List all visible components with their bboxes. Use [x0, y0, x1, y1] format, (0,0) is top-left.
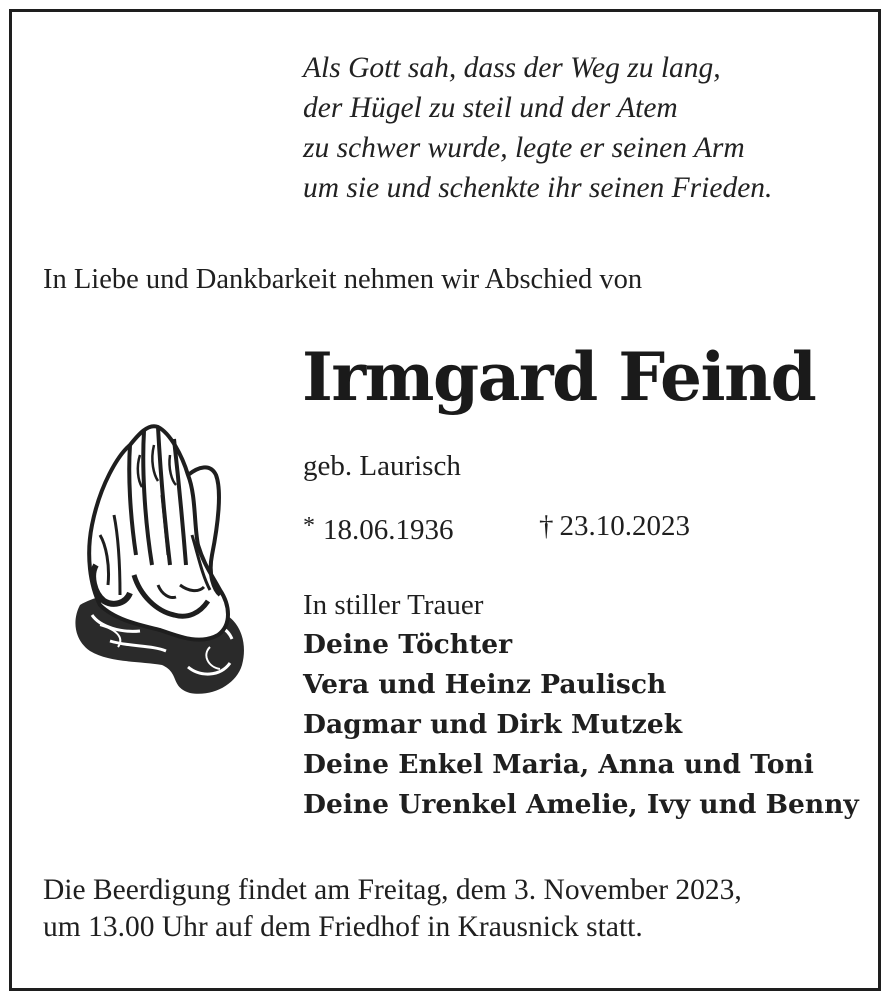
maiden-name: geb. Laurisch: [303, 450, 461, 482]
poem-line: Als Gott sah, dass der Weg zu lang,: [303, 52, 721, 84]
mourner-line: Deine Töchter: [303, 629, 513, 660]
funeral-notice: [43, 872, 742, 946]
mourners-heading: In stiller Trauer: [303, 589, 484, 621]
birth-date: 18.06.1936: [323, 514, 454, 546]
poem: [303, 48, 863, 208]
funeral-line: Die Beerdigung findet am Freitag, dem 3. November 2023,: [43, 874, 742, 906]
mourner-line: Deine Urenkel Amelie, Ivy und Benny: [303, 789, 859, 820]
praying-hands-icon: [70, 415, 246, 697]
deceased-name: Irmgard Feind: [302, 338, 816, 416]
poem-line: um sie und schenkte ihr seinen Frieden.: [303, 172, 773, 204]
death-symbol: †: [539, 510, 554, 542]
mourner-line: Deine Enkel Maria, Anna und Toni: [303, 749, 814, 780]
intro-text: In Liebe und Dankbarkeit nehmen wir Abschied von: [43, 264, 643, 295]
obituary-card: [9, 9, 881, 991]
poem-line: der Hügel zu steil und der Atem: [303, 92, 678, 124]
birth-symbol: *: [303, 513, 315, 539]
death-date-group: [539, 508, 690, 544]
birth-date-group: [303, 508, 454, 548]
mourners-list: [303, 585, 859, 825]
death-date: 23.10.2023: [559, 510, 690, 542]
mourner-line: Dagmar und Dirk Mutzek: [303, 709, 683, 740]
mourner-line: Vera und Heinz Paulisch: [303, 669, 667, 700]
poem-line: zu schwer wurde, legte er seinen Arm: [303, 132, 745, 164]
funeral-line: um 13.00 Uhr auf dem Friedhof in Krausnick statt.: [43, 911, 643, 943]
